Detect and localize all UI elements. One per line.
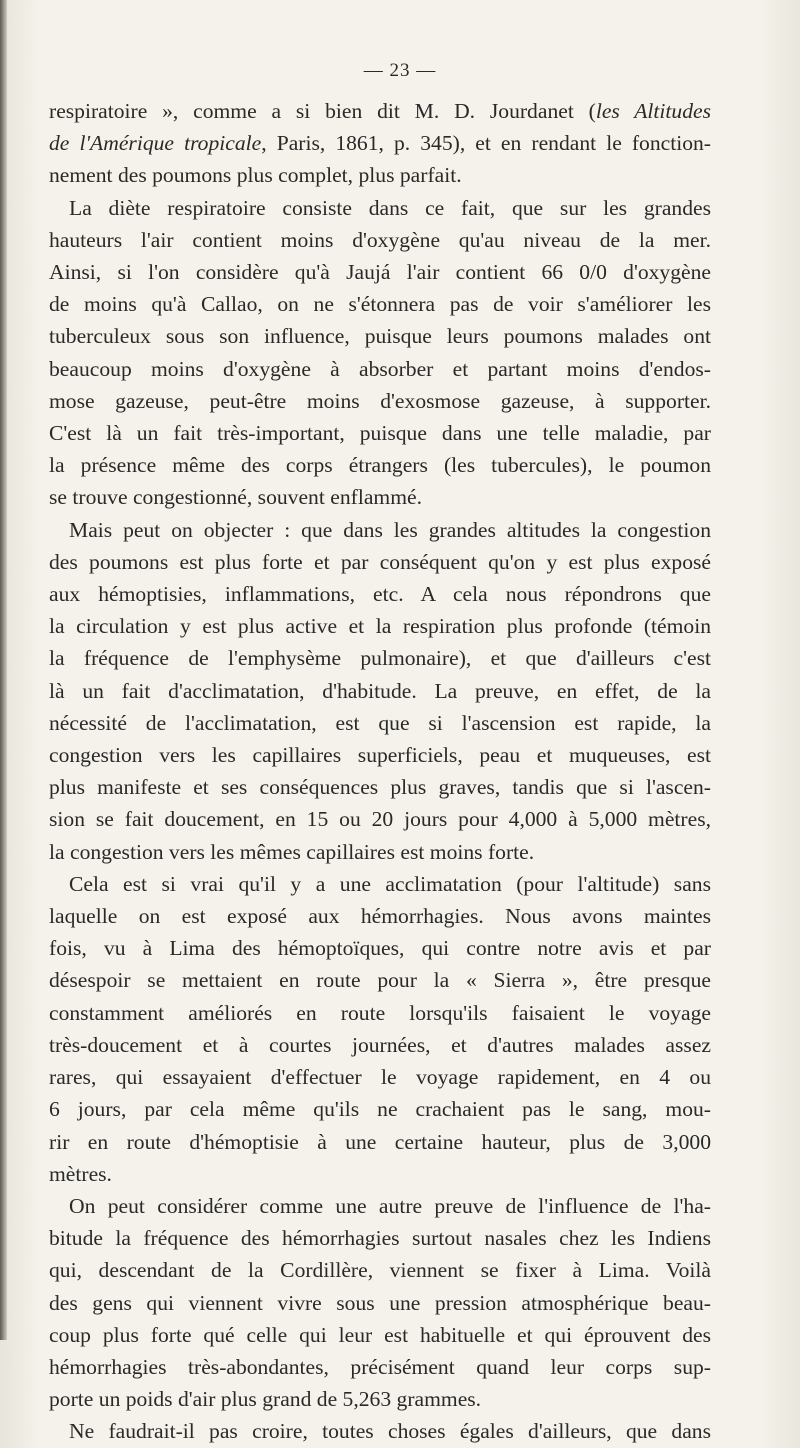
text-line: nécessité de l'acclimatation, est que si l'ascension est rapide, la [49,710,711,735]
text-line: beaucoup moins d'oxygène à absorber et partant moins d'endos- [49,356,711,381]
text-line: hémorrhagies très-abondantes, précisément quand leur corps sup- [49,1354,711,1379]
text-line: se trouve congestionné, souvent enflammé. [49,485,422,510]
text-line: de moins qu'à Callao, on ne s'étonnera pas de voir s'améliorer les [49,292,711,317]
paragraph-start: Ne faudrait-il pas croire, toutes choses égales d'ailleurs, que dans [69,1419,711,1444]
page-number: — 23 — [363,60,437,81]
text-line: très-doucement et à courtes journées, et d'autres malades assez [49,1032,711,1057]
paragraph-start: Mais peut on objecter : que dans les grandes altitudes la congestion [69,517,711,542]
text-line: de l'Amérique tropicale, Paris, 1861, p. 345), et en rendant le fonction- [49,131,711,156]
text-line: hauteurs l'air contient moins d'oxygène qu'au niveau de la mer. [49,227,711,252]
text-line: bitude la fréquence des hémorrhagies surtout nasales chez les Indiens [49,1226,711,1251]
text-line: Ainsi, si l'on considère qu'à Jaujá l'air contient 66 0/0 d'oxygène [49,260,711,285]
text-line: des gens qui viennent vivre sous une pression atmosphérique beau- [49,1290,711,1315]
text-line: respiratoire », comme a si bien dit M. D. Jourdanet (les Altitudes [49,99,711,123]
text-line: sion se fait doucement, en 15 ou 20 jours pour 4,000 à 5,000 mètres, [49,807,711,832]
text-line: la circulation y est plus active et la respiration plus profonde (témoin [49,614,711,639]
text-line: constamment améliorés en route lorsqu'ils faisaient le voyage [49,1000,711,1025]
text-line: 6 jours, par cela même qu'ils ne crachaient pas le sang, mou- [49,1097,711,1122]
text-line: désespoir se mettaient en route pour la « Sierra », être presque [49,968,711,993]
text-line: la congestion vers les mêmes capillaires est moins forte. [49,839,535,864]
paragraph-start: On peut considérer comme une autre preuve de l'influence de l'ha- [69,1193,711,1218]
paragraph-start: Cela est si vrai qu'il y a une acclimatation (pour l'altitude) sans [69,871,711,896]
text-line: mètres. [49,1161,112,1186]
text-line: la présence même des corps étrangers (les tubercules), le poumon [49,453,711,478]
text-line: mose gazeuse, peut-être moins d'exosmose gazeuse, à supporter. [49,388,711,413]
text-line: la fréquence de l'emphysème pulmonaire), et que d'ailleurs c'est [49,646,711,671]
text-line: congestion vers les capillaires superficiels, peau et muqueuses, est [49,743,711,768]
text-line: nement des poumons plus complet, plus parfait. [49,163,462,188]
text-line: fois, vu à Lima des hémoptoïques, qui contre notre avis et par [49,936,711,961]
italic-citation: de l'Amérique tropicale [49,131,262,156]
text-line: C'est là un fait très-important, puisque dans une telle maladie, par [49,421,711,446]
text-line: coup plus forte qué celle qui leur est habituelle et qui éprouvent des [49,1322,711,1347]
body-text [49,95,711,1448]
text-line: des poumons est plus forte et par conséquent qu'on y est plus exposé [49,549,711,574]
page-binding-edge [0,0,7,1340]
paragraph-start: La diète respiratoire consiste dans ce fait, que sur les grandes [69,195,711,220]
text-line: qui, descendant de la Cordillère, viennent se fixer à Lima. Voilà [49,1258,711,1283]
text-line: aux hémoptisies, inflammations, etc. A cela nous répondrons que [49,582,711,607]
text-line: rares, qui essayaient d'effectuer le voyage rapidement, en 4 ou [49,1065,711,1090]
text-line: porte un poids d'air plus grand de 5,263 grammes. [49,1387,482,1412]
text-line: tuberculeux sous son influence, puisque leurs poumons malades ont [49,324,711,349]
text-line: là un fait d'acclimatation, d'habitude. La preuve, en effet, de la [49,678,711,703]
text-line: plus manifeste et ses conséquences plus graves, tandis que si l'ascen- [49,775,711,800]
text-line: laquelle on est exposé aux hémorrhagies. Nous avons maintes [49,904,711,929]
text-line: rir en route d'hémoptisie à une certaine hauteur, plus de 3,000 [49,1129,711,1154]
italic-citation: les Altitudes [595,99,711,123]
